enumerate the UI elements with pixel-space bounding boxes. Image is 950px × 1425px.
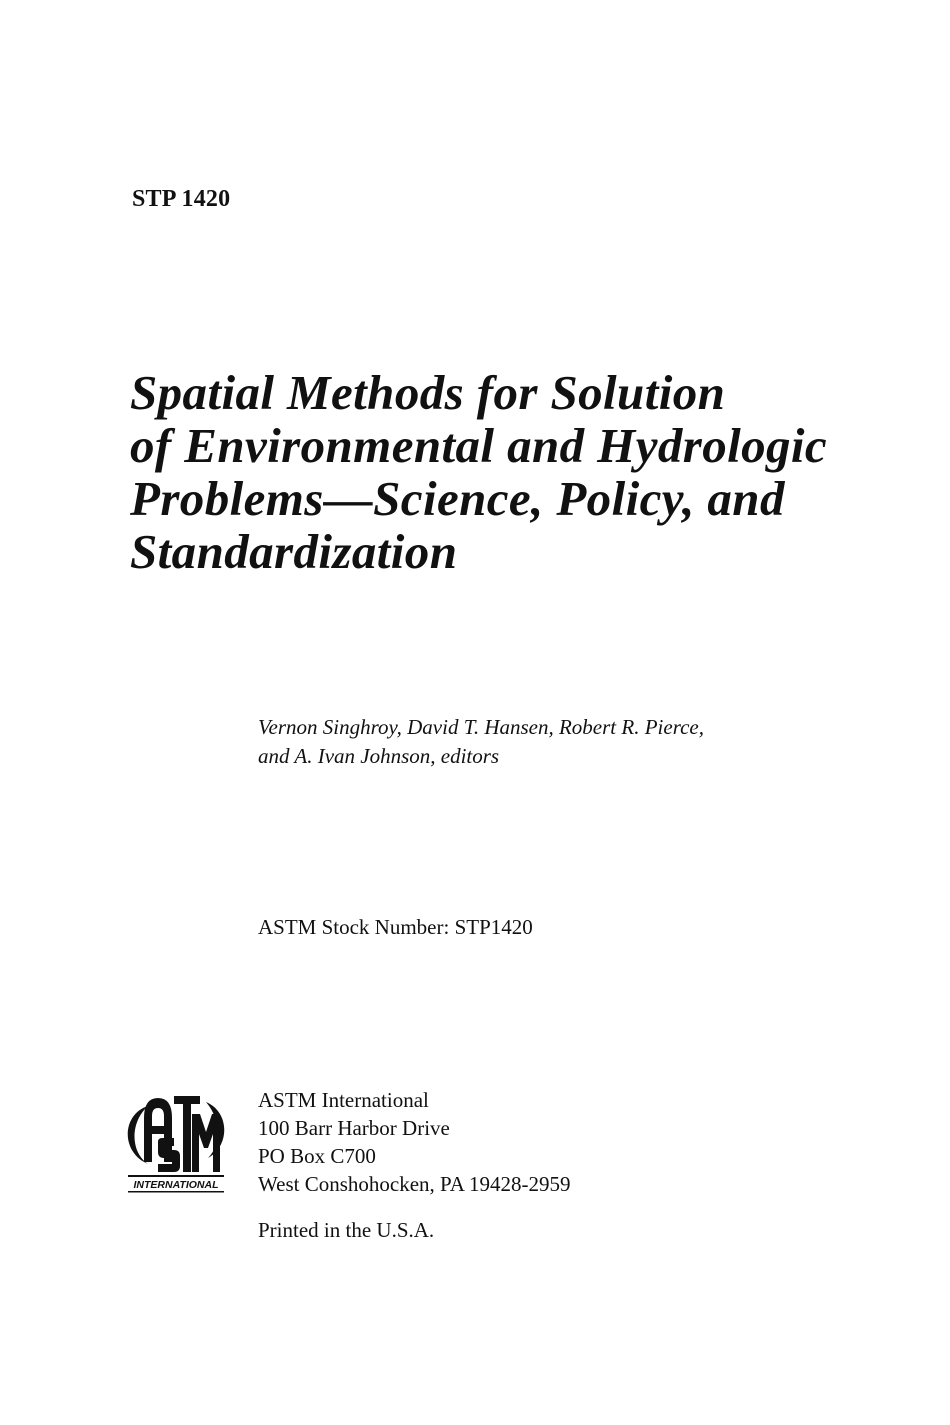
logo-international-text: INTERNATIONAL [133,1179,219,1191]
address-line-1: ASTM International [258,1088,429,1112]
book-title [130,366,920,578]
editors-line-1: Vernon Singhroy, David T. Hansen, Robert R. Pierce, [258,715,704,739]
astm-logo [118,1084,234,1196]
address-line-4: West Conshohocken, PA 19428-2959 [258,1172,571,1196]
stock-number: ASTM Stock Number: STP1420 [258,915,533,939]
title-line-4: Standardization [130,524,458,579]
editors-line-2: and A. Ivan Johnson, editors [258,744,500,768]
address-line-3: PO Box C700 [258,1144,376,1168]
publisher-address [258,1086,571,1198]
printed-in: Printed in the U.S.A. [258,1218,435,1242]
stp-number: STP 1420 [132,186,231,212]
editors [258,713,704,771]
astm-logo-icon [118,1084,234,1196]
title-line-1: Spatial Methods for Solution [130,365,726,420]
title-line-2: of Environmental and Hydrologic [130,418,828,473]
address-line-2: 100 Barr Harbor Drive [258,1116,450,1140]
title-line-3: Problems—Science, Policy, and [130,471,785,526]
